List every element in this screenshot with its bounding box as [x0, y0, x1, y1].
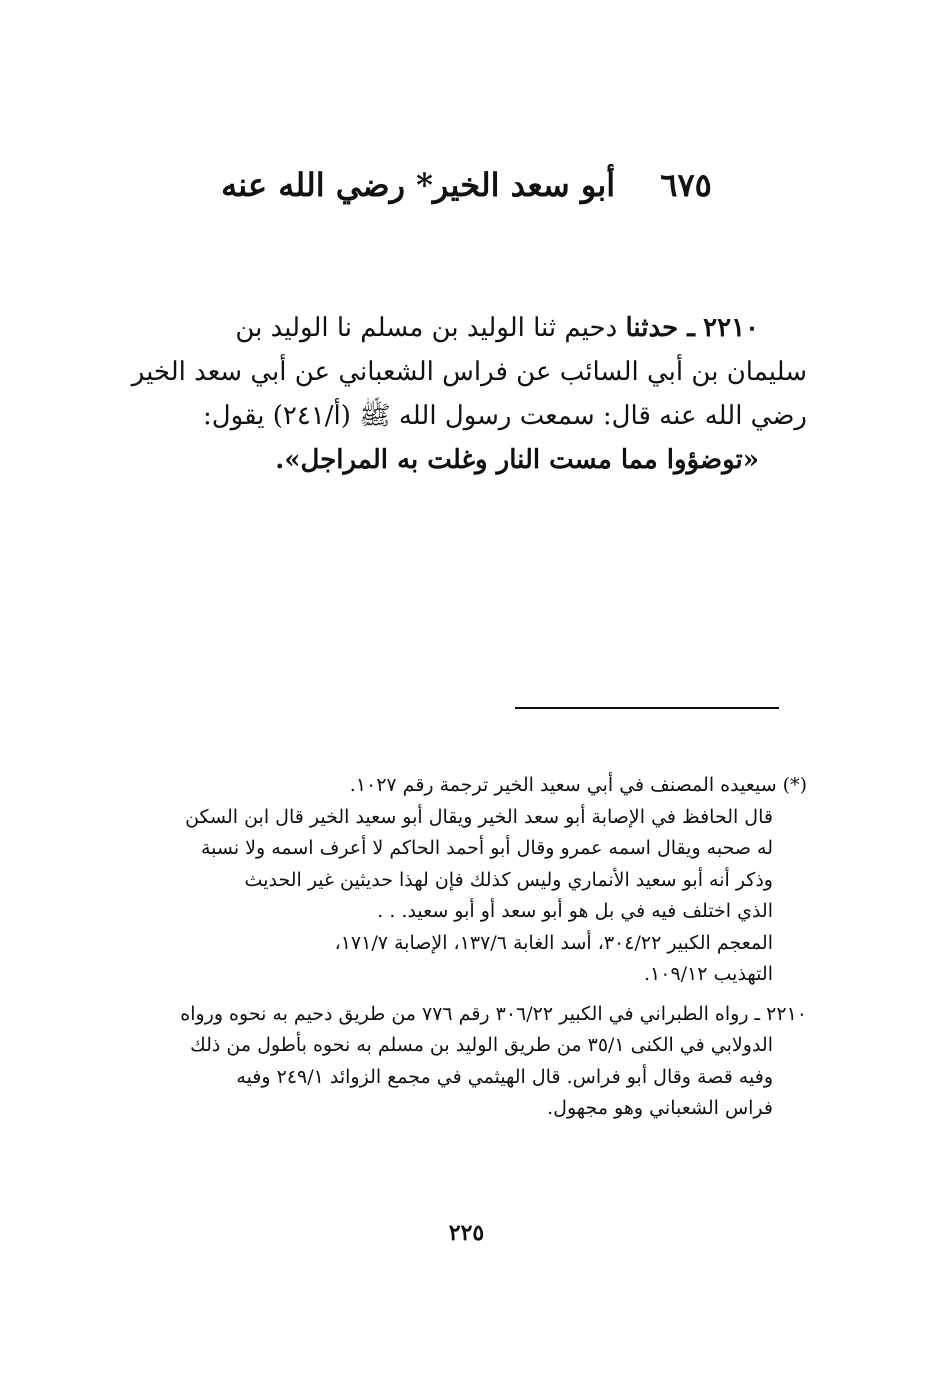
footnote-line: قال الحافظ في الإصابة أبو سعد الخير ويقال أبو سعيد الخير قال ابن السكن: [185, 805, 773, 828]
footnote-line: له صحبه ويقال اسمه عمرو وقال أبو أحمد الحاكم لا أعرف اسمه ولا نسبة: [200, 837, 773, 859]
footnote-text: ـ رواه الطبراني في الكبير ٣٠٦/٢٢ رقم ٧٧٦ من طريق دحيم به نحوه ورواه: [180, 1002, 761, 1025]
chapter-heading: [0, 160, 933, 210]
chapter-title-text: أبو سعد الخير* رضي الله عنه: [221, 166, 616, 204]
footnote-line: التهذيب ١٠٩/١٢.: [643, 963, 773, 985]
hadith-first-line: [117, 306, 807, 350]
footnote-separator: [515, 707, 779, 709]
hadith-narration-lead: ـ حدثنا: [625, 313, 695, 343]
hadith-block: [117, 306, 807, 482]
footnote-line: [117, 999, 807, 1031]
hadith-matn: «توضؤوا مما مست النار وغلت به المراجل».: [275, 445, 759, 475]
footnote-line: المعجم الكبير ٣٠٤/٢٢، أسد الغابة ١٣٧/٦، الإصابة ١٧١/٧،: [334, 931, 773, 954]
footnote-line: فراس الشعباني وهو مجهول.: [547, 1097, 773, 1119]
footnote-text: سيعيده المصنف في أبي سعيد الخير ترجمة رقم ١٠٢٧.: [349, 774, 777, 796]
hadith-chain-line-2: سليمان بن أبي السائب عن فراس الشعباني عن أبي سعد الخير: [131, 357, 807, 387]
hadith-chain-line-1: دحيم ثنا الوليد بن مسلم نا الوليد بن: [235, 313, 618, 343]
chapter-number: ٦٧٥: [660, 166, 712, 204]
hadith-number: ٢٢١٠: [703, 313, 759, 343]
footnote-line: وفيه قصة وقال أبو فراس. قال الهيثمي في مجمع الزوائد ٢٤٩/١ وفيه: [236, 1065, 773, 1088]
hadith-chain-line-3: رضي الله عنه قال: سمعت رسول الله ﷺ (أ/٢٤١) يقول:: [203, 401, 807, 431]
page-number: ٢٢٥: [448, 1220, 485, 1246]
footnotes: [117, 770, 807, 1133]
footnote-line: [117, 770, 807, 802]
footnote-line: وذكر أنه أبو سعيد الأنماري وليس كذلك فإن لهذا حديثين غير الحديث: [244, 868, 773, 891]
footnote-marker: ٢٢١٠: [766, 1002, 807, 1025]
footnote-line: الذي اختلف فيه في بل هو أبو سعد أو أبو سعيد. . .: [377, 900, 773, 922]
footnote-chapter: [117, 770, 807, 991]
footnote-hadith: [117, 999, 807, 1125]
footnote-marker: (*): [782, 774, 807, 796]
footnote-line: الدولابي في الكنى ٣٥/١ من طريق الوليد بن مسلم به نحوه بأطول من ذلك: [190, 1034, 773, 1056]
